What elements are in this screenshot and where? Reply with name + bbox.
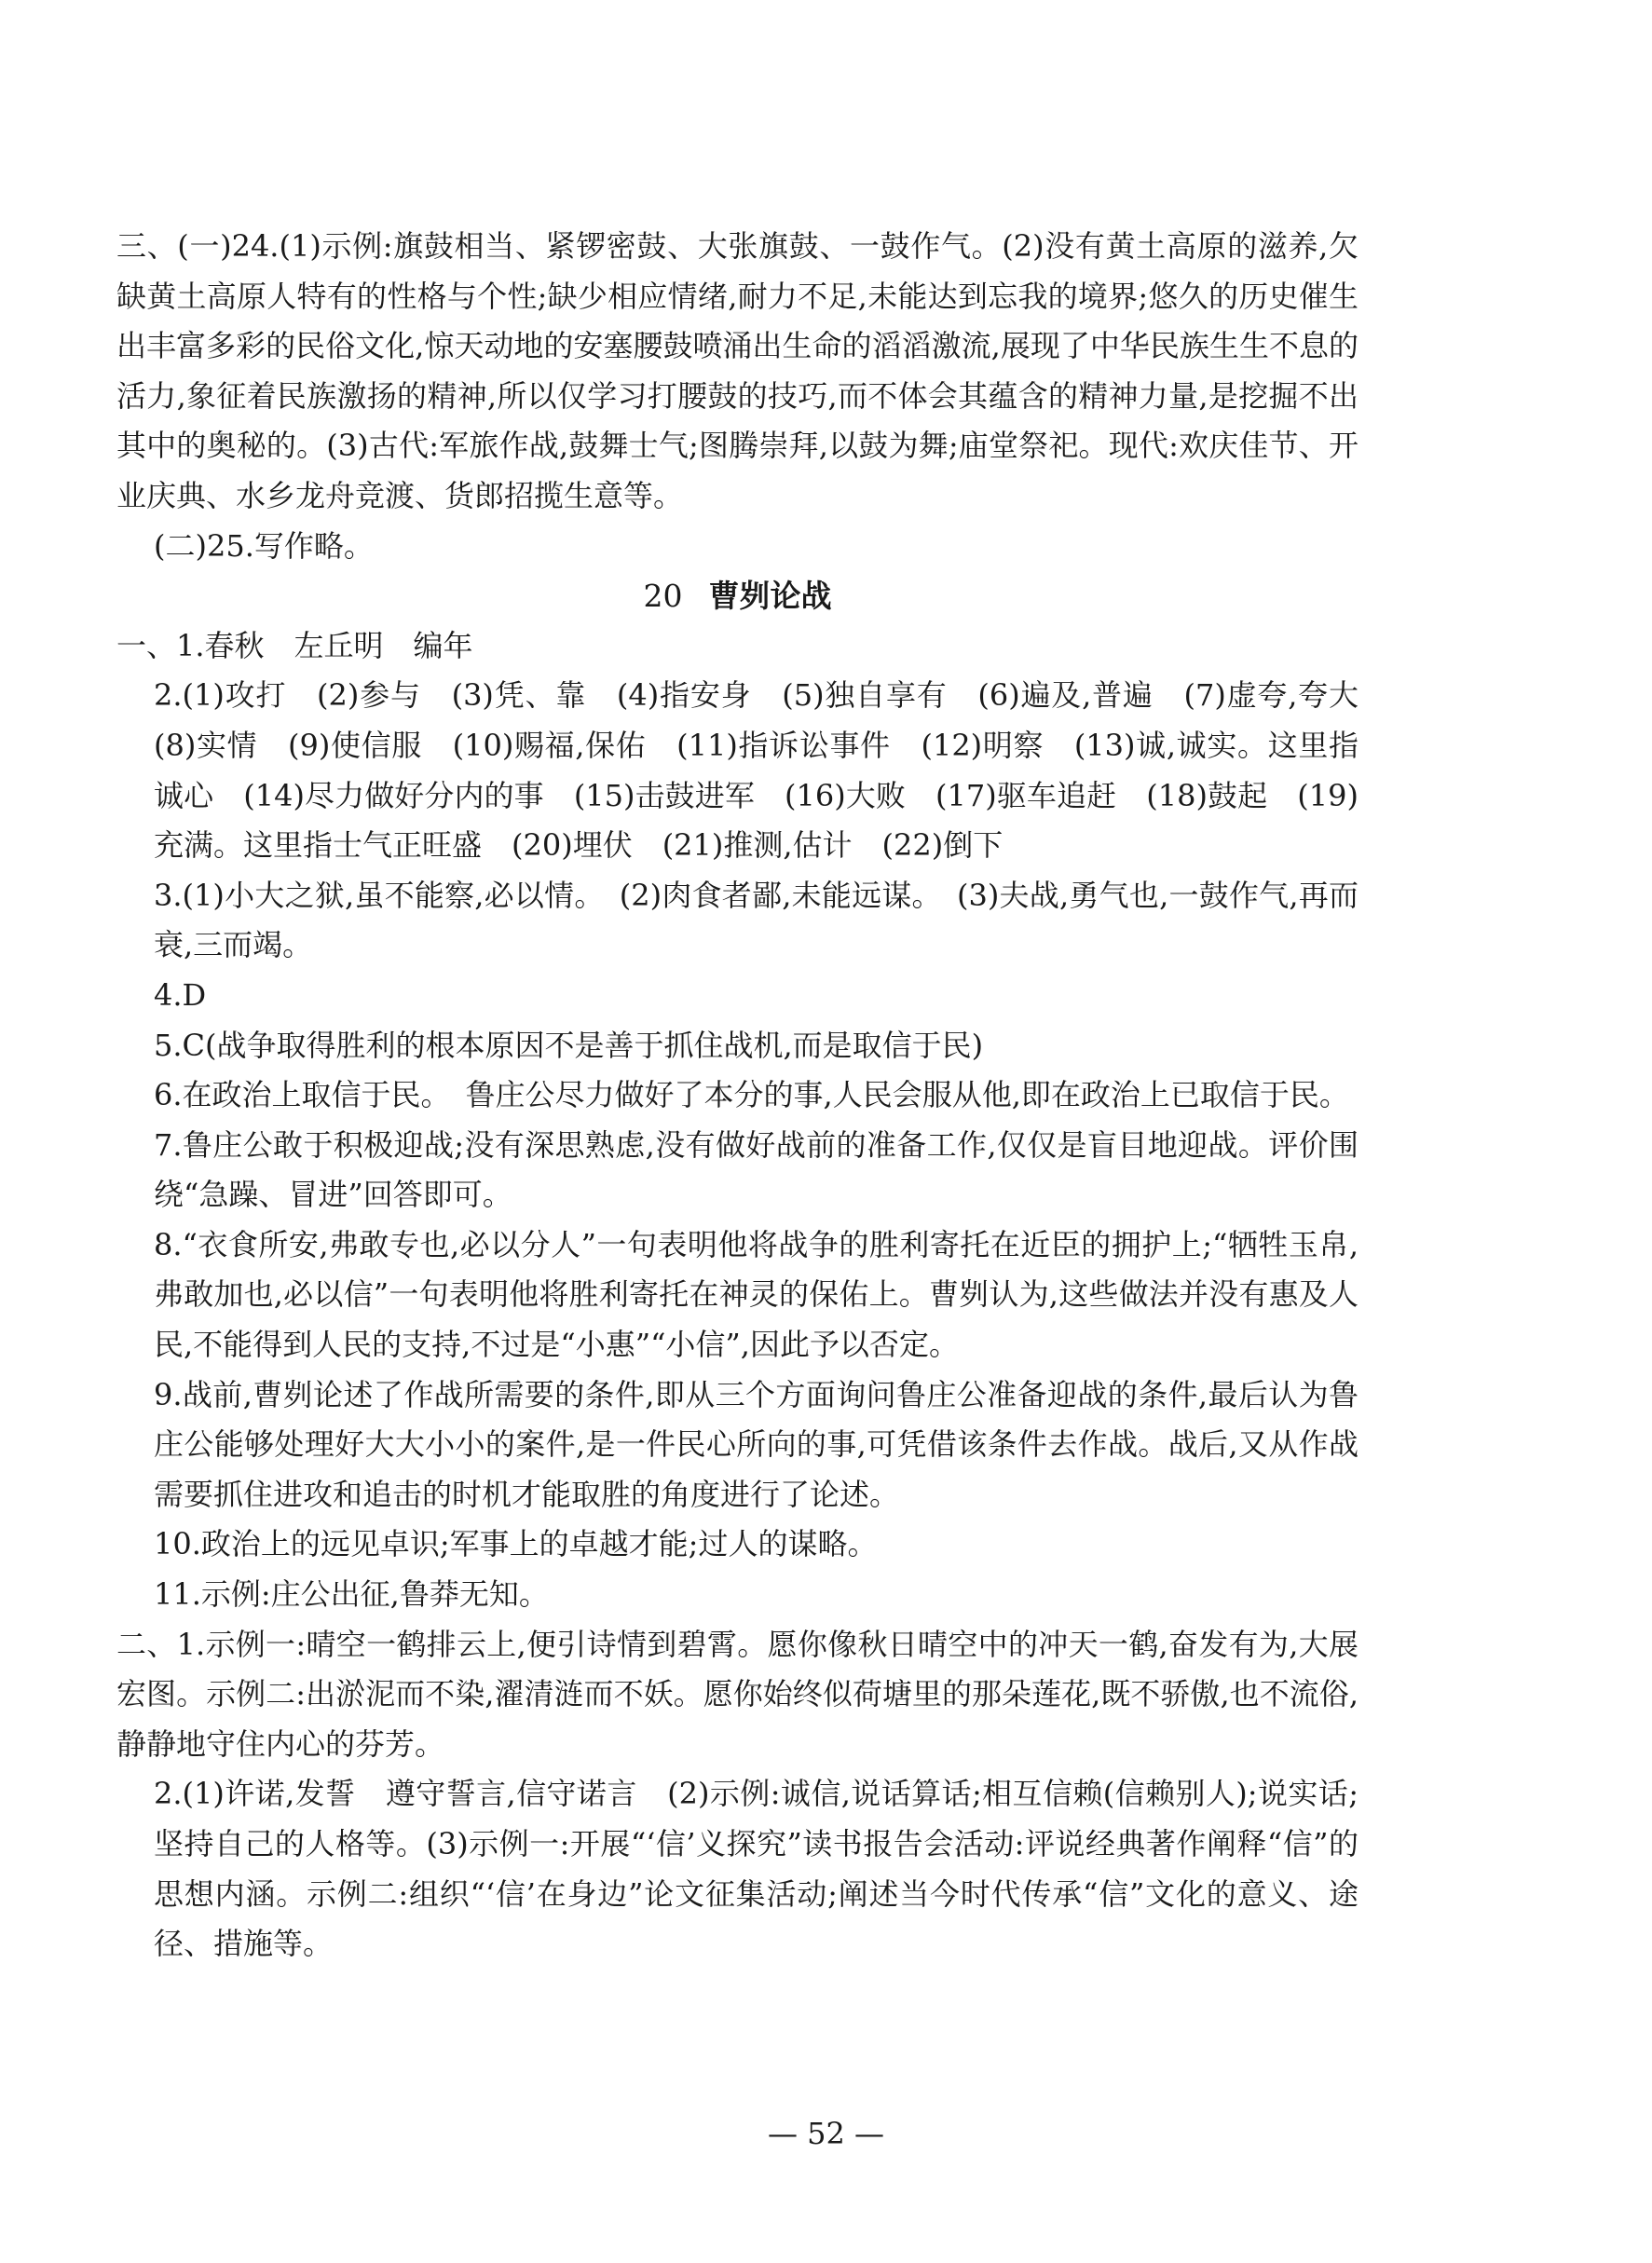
part1-answer-9: 9.战前,曹刿论述了作战所需要的条件,即从三个方面询问鲁庄公准备迎战的条件,最后认为鲁庄公能够处理好大大小小的案件,是一件民心所向的事,可凭借该条件去作战。战后,又从作战需要抓住进攻和追击的时机才能取胜的角度进行了论述。 — [154, 1376, 1358, 1512]
part1-answer-11: 11.示例:庄公出征,鲁莽无知。 — [154, 1576, 549, 1613]
part1-answer-1: 一、1.春秋 左丘明 编年 — [116, 627, 473, 663]
part1-answer-5: 5.C(战争取得胜利的根本原因不是善于抓住战机,而是取信于民) — [154, 1027, 984, 1063]
part1-answer-4: 4.D — [154, 976, 207, 1013]
part1-answer-2: 2.(1)攻打 (2)参与 (3)凭、靠 (4)指安身 (5)独自享有 (6)遍及,普遍 (7)虚夸,夸大 (8)实情 (9)使信服 (10)赐福,保佑 (11)指诉讼事件 (12)明察 (13)诚,诚实。这里指诚心 (14)尽力做好分内的事 (15)击鼓进军 (16)大败 (17)驱车追赶 (18)鼓起 (19)充满。这里指士气正旺盛 (20)埋伏 (21)推测,估计 (22)倒下 — [154, 677, 1389, 864]
part3-answer-24: 三、(一)24.(1)示例:旗鼓相当、紧锣密鼓、大张旗鼓、一鼓作气。(2)没有黄土高原的滋养,欠缺黄土高原人特有的性格与个性;缺少相应情绪,耐力不足,未能达到忘我的境界;悠久的历史催生出丰富多彩的民俗文化,惊天动地的安塞腰鼓喷涌出生命的滔滔激流,展现了中华民族生生不息的活力,象征着民族激扬的精神,所以仅学习打腰鼓的技巧,而不体会其蕴含的精神力量,是挖掘不出其中的奥秘的。(3)古代:军旅作战,鼓舞士气;图腾崇拜,以鼓为舞;庙堂祭祀。现代:欢庆佳节、开业庆典、水乡龙舟竞渡、货郎招揽生意等。 — [116, 228, 1358, 513]
part2-answer-1: 二、1.示例一:晴空一鹤排云上,便引诗情到碧霄。愿你像秋日晴空中的冲天一鹤,奋发有为,大展宏图。示例二:出淤泥而不染,濯清涟而不妖。愿你始终似荷塘里的那朵莲花,既不骄傲,也不流俗,静静地守住内心的芬芳。 — [116, 1626, 1358, 1762]
part1-answer-3: 3.(1)小大之狱,虽不能察,必以情。 (2)肉食者鄙,未能远谋。 (3)夫战,勇气也,一鼓作气,再而衰,三而竭。 — [154, 877, 1358, 963]
part3-answer-25: (二)25.写作略。 — [154, 527, 374, 564]
section-title: 曹刿论战 — [708, 578, 832, 615]
part1-answer-10: 10.政治上的远见卓识;军事上的卓越才能;过人的谋略。 — [154, 1526, 878, 1562]
page-content — [116, 222, 1389, 1970]
section-number: 20 — [643, 578, 683, 615]
page-number: — 52 — — [767, 2116, 885, 2151]
part1-answer-6: 6.在政治上取信于民。 鲁庄公尽力做好了本分的事,人民会服从他,即在政治上已取信于民。 — [154, 1077, 1349, 1113]
part2-answer-2: 2.(1)许诺,发誓 遵守誓言,信守诺言 (2)示例:诚信,说话算话;相互信赖(信赖别人);说实话;坚持自己的人格等。(3)示例一:开展“‘信’义探究”读书报告会活动:评说经典著作阐释“信”的思想内涵。示例二:组织“‘信’在身边”论文征集活动;阐述当今时代传承“信”文化的意义、途径、措施等。 — [154, 1776, 1358, 1962]
section-heading — [116, 571, 1358, 621]
part1-answer-7: 7.鲁庄公敢于积极迎战;没有深思熟虑,没有做好战前的准备工作,仅仅是盲目地迎战。评价围绕“急躁、冒进”回答即可。 — [154, 1126, 1358, 1213]
part1-answer-8: 8.“衣食所安,弗敢专也,必以分人”一句表明他将战争的胜利寄托在近臣的拥护上;“牺牲玉帛,弗敢加也,必以信”一句表明他将胜利寄托在神灵的保佑上。曹刿认为,这些做法并没有惠及人民,不能得到人民的支持,不过是“小惠”“小信”,因此予以否定。 — [154, 1226, 1358, 1363]
